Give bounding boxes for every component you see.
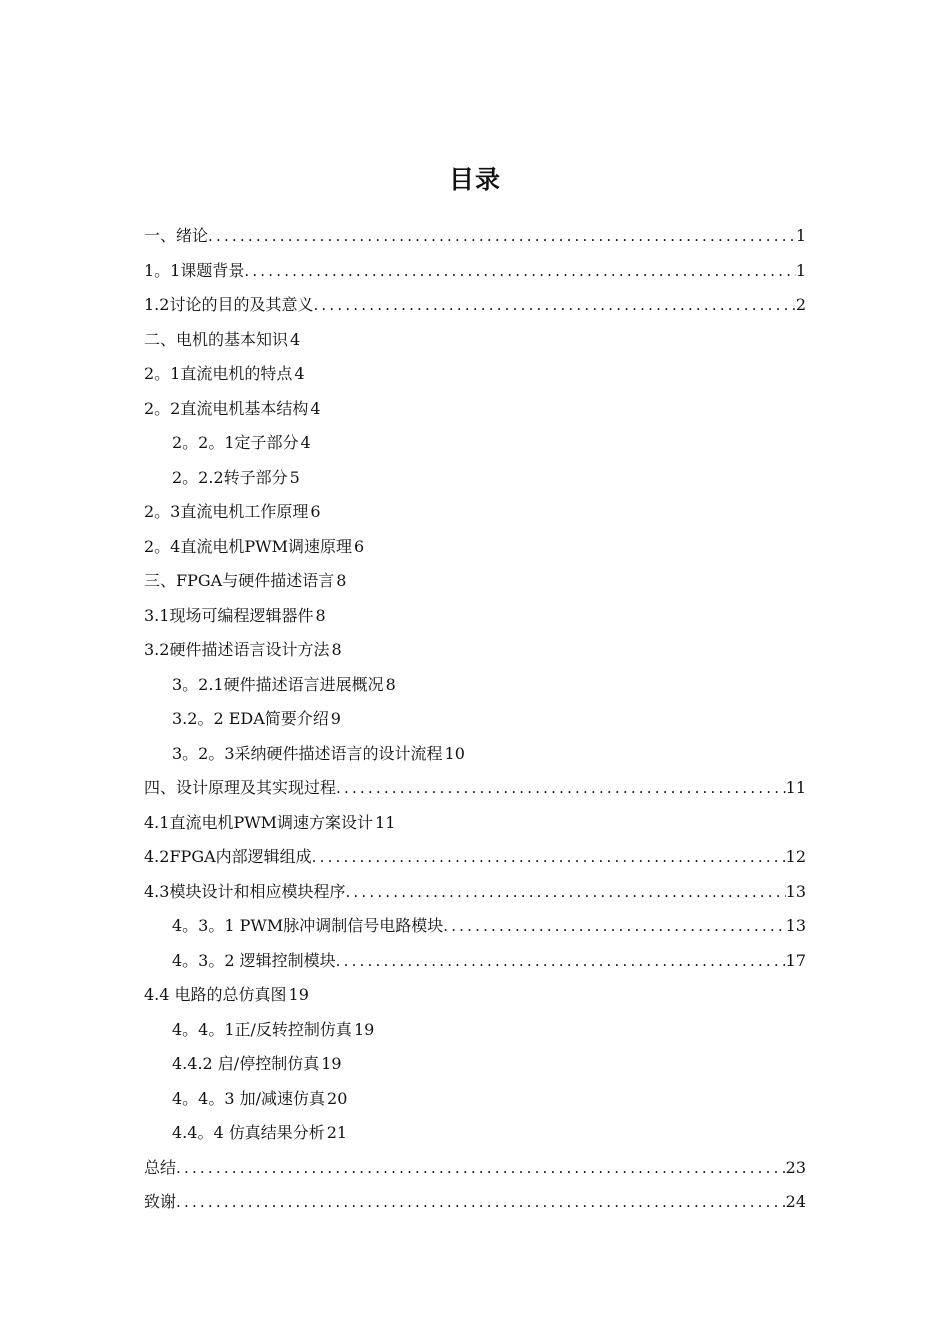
toc-entry[interactable] bbox=[144, 602, 806, 637]
toc-entry[interactable] bbox=[144, 1119, 806, 1154]
toc-entry[interactable] bbox=[144, 912, 806, 947]
toc-entry-title: 4.1直流电机PWM调速方案设计 bbox=[144, 812, 374, 832]
toc-entry-title: 4。4。1正/反转控制仿真 bbox=[172, 1019, 352, 1039]
toc-entry-page-number: 4 bbox=[310, 398, 321, 418]
toc-dot-leader bbox=[443, 912, 785, 940]
toc-entry-page-number: 13 bbox=[785, 881, 806, 901]
toc-entry-page-number: 2 bbox=[795, 295, 806, 314]
toc-entry-title: 致谢 bbox=[144, 1192, 177, 1211]
toc-entry[interactable] bbox=[144, 947, 806, 982]
toc-entry-page-number: 19 bbox=[353, 1019, 375, 1039]
toc-entry[interactable] bbox=[144, 395, 806, 430]
toc-entry-title: 2。2直流电机基本结构 bbox=[144, 398, 309, 418]
toc-entry-title: 一、绪论 bbox=[144, 226, 209, 245]
toc-entry[interactable] bbox=[144, 740, 806, 775]
toc-entry-page-number: 8 bbox=[331, 640, 342, 659]
toc-entry-title: 3。2。3采纳硬件描述语言的设计流程 bbox=[172, 743, 443, 763]
toc-entry-title: 四、设计原理及其实现过程 bbox=[144, 778, 337, 797]
toc-entry[interactable] bbox=[144, 429, 806, 464]
toc-entry-page-number: 20 bbox=[327, 1088, 348, 1108]
toc-entry-page-number: 1 bbox=[795, 226, 806, 245]
toc-entry[interactable] bbox=[144, 1050, 806, 1085]
toc-entry-page-number: 8 bbox=[385, 674, 396, 694]
toc-dot-leader bbox=[313, 291, 795, 319]
toc-entry-page-number: 6 bbox=[353, 536, 365, 556]
toc-entry[interactable] bbox=[144, 636, 806, 671]
toc-dot-leader bbox=[208, 222, 796, 250]
toc-entry-title: 4.3模块设计和相应模块程序 bbox=[144, 881, 346, 901]
toc-entry-page-number: 12 bbox=[785, 847, 806, 866]
toc-dot-leader bbox=[345, 878, 785, 906]
toc-entry-page-number: 13 bbox=[785, 916, 806, 935]
toc-entry[interactable] bbox=[144, 981, 806, 1016]
toc-entry[interactable] bbox=[144, 498, 806, 533]
toc-entry[interactable] bbox=[144, 222, 806, 257]
toc-entry[interactable] bbox=[144, 291, 806, 326]
toc-entry[interactable] bbox=[144, 774, 806, 809]
toc-entry-page-number: 1 bbox=[795, 260, 806, 280]
toc-entry-page-number: 11 bbox=[375, 812, 396, 832]
toc-dot-leader bbox=[336, 947, 786, 975]
toc-entry-title: 3.1现场可编程逻辑器件 bbox=[144, 605, 314, 625]
toc-entry[interactable] bbox=[144, 1016, 806, 1051]
toc-entry-title: 2。1直流电机的特点 bbox=[144, 364, 293, 383]
toc-entry[interactable] bbox=[144, 843, 806, 878]
toc-entry-page-number: 8 bbox=[336, 571, 347, 590]
toc-dot-leader bbox=[176, 1154, 786, 1182]
toc-entry-title: 4。3。2 逻辑控制模块 bbox=[172, 950, 336, 970]
toc-entry-page-number: 23 bbox=[785, 1157, 806, 1177]
toc-dot-leader bbox=[176, 1188, 786, 1216]
toc-entry[interactable] bbox=[144, 1085, 806, 1120]
toc-entry[interactable] bbox=[144, 878, 806, 913]
toc-entry-title: 4.2FPGA内部逻辑组成 bbox=[144, 847, 312, 866]
toc-entry[interactable] bbox=[144, 360, 806, 395]
toc-entry-title: 4.4。4 仿真结果分析 bbox=[172, 1123, 325, 1142]
toc-entry[interactable] bbox=[144, 326, 806, 361]
toc-entry[interactable] bbox=[144, 809, 806, 844]
toc-entry-title: 3.2。2 EDA简要介绍 bbox=[172, 709, 329, 728]
toc-entry-page-number: 10 bbox=[444, 743, 465, 763]
toc-entry-page-number: 6 bbox=[310, 502, 321, 521]
toc-entry-page-number: 17 bbox=[785, 950, 806, 970]
toc-entry-title: 2。4直流电机PWM调速原理 bbox=[144, 536, 352, 556]
toc-list bbox=[144, 222, 806, 1223]
toc-entry-title: 3.2硬件描述语言设计方法 bbox=[144, 640, 330, 659]
toc-entry-title: 三、FPGA与硬件描述语言 bbox=[144, 571, 335, 590]
toc-entry-page-number: 8 bbox=[315, 605, 326, 625]
toc-entry-page-number: 11 bbox=[785, 778, 806, 797]
toc-entry-page-number: 21 bbox=[326, 1123, 348, 1142]
toc-entry[interactable] bbox=[144, 257, 806, 292]
toc-entry-page-number: 9 bbox=[330, 709, 341, 728]
toc-entry-title: 总结 bbox=[144, 1157, 177, 1177]
toc-entry-title: 2。2。1定子部分 bbox=[172, 433, 299, 452]
toc-title: 目录 bbox=[448, 165, 501, 194]
toc-dot-leader bbox=[312, 843, 786, 871]
toc-entry-title: 4.4.2 启/停控制仿真 bbox=[172, 1054, 320, 1073]
toc-entry[interactable] bbox=[144, 705, 806, 740]
toc-dot-leader bbox=[336, 774, 786, 802]
toc-entry-title: 二、电机的基本知识 bbox=[144, 329, 289, 349]
toc-entry-title: 4。3。1 PWM脉冲调制信号电路模块 bbox=[172, 916, 444, 935]
toc-entry-page-number: 4 bbox=[290, 329, 301, 349]
toc-entry-page-number: 19 bbox=[321, 1054, 342, 1073]
toc-entry-page-number: 19 bbox=[288, 985, 309, 1004]
toc-entry-title: 4.4 电路的总仿真图 bbox=[144, 985, 287, 1004]
toc-entry[interactable] bbox=[144, 671, 806, 706]
toc-entry[interactable] bbox=[144, 1154, 806, 1189]
toc-entry-title: 1。1课题背景 bbox=[144, 260, 245, 280]
toc-entry[interactable] bbox=[144, 567, 806, 602]
toc-dot-leader bbox=[244, 257, 795, 285]
toc-entry[interactable] bbox=[144, 1188, 806, 1223]
toc-entry-page-number: 5 bbox=[289, 467, 300, 487]
toc-entry-page-number: 4 bbox=[294, 364, 305, 383]
toc-entry-title: 1.2讨论的目的及其意义 bbox=[144, 295, 314, 314]
toc-entry-title: 3。2.1硬件描述语言进展概况 bbox=[172, 674, 384, 694]
toc-entry[interactable] bbox=[144, 464, 806, 499]
toc-entry-page-number: 4 bbox=[300, 433, 311, 452]
toc-entry-title: 2。3直流电机工作原理 bbox=[144, 502, 309, 521]
toc-entry[interactable] bbox=[144, 533, 806, 568]
toc-entry-page-number: 24 bbox=[785, 1192, 806, 1211]
toc-entry-title: 2。2.2转子部分 bbox=[172, 467, 288, 487]
toc-entry-title: 4。4。3 加/减速仿真 bbox=[172, 1088, 326, 1108]
